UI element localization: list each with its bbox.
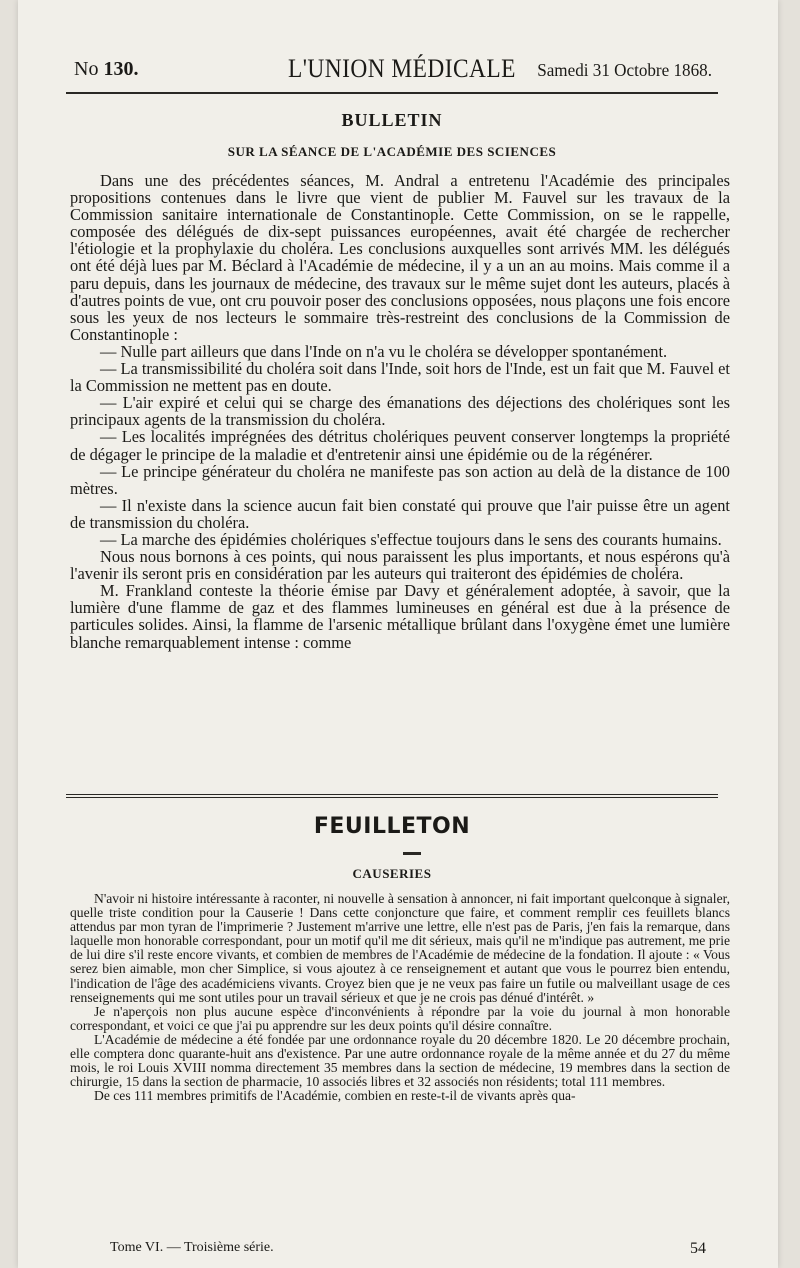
feuilleton-paragraph: L'Académie de médecine a été fondée par une ordonnance royale du 20 décembre 1820. Le 20 décembre prochain, elle comptera donc quarante-huit ans d'existence. Par une autre ordonnance royale de la même année et du 27 du même mois, le roi Louis XVIII nomma directement 35 membres dans la section de médecine, 19 membres dans la section de chirurgie, 15 dans la section de pharmacie, 10 associés libres et 32 associés non résidents; total 111 membres. — [70, 1031, 730, 1090]
bulletin-paragraph: — La marche des épidémies cholériques s'effectue toujours dans le sens des courants humains. — [100, 529, 722, 549]
bulletin-paragraph: Dans une des précédentes séances, M. Andral a entretenu l'Académie des principales propositions contenues dans le livre que vient de publier M. Fauvel sur les travaux de la Commission sanitaire internationale de Constantinople. Cette Commission, on se le rappelle, composée des délégués de dix-sept puissances européennes, avait été chargée de rechercher l'étiologie et la prophylaxie du choléra. Les conclusions auxquelles sont arrivés MM. les délégués ont été déjà lues par M. Béclard à l'Académie de médecine, il y a un an au moins. Mais comme il a paru depuis, dans les journaux de médecine, des travaux sur le même sujet dont les auteurs, placés à d'autres points de vue, ont cru pouvoir poser des conclusions opposées, nous plaçons une fois encore sous les yeux de nos lecteurs le sommaire très-restreint des conclusions de la Commission de Constantinople : — [70, 171, 730, 344]
feuilleton-paragraph: N'avoir ni histoire intéressante à raconter, ni nouvelle à sensation à annoncer, ni fait important quelconque à signaler, quelle triste condition pour la Causerie ! Dans cette conjoncture que faire, et comment remplir ces feuillets blancs attendus par mon tyran de l'imprimerie ? Justement m'arrive une lettre, elle n'est pas de Paris, j'en fais la remarque, dans laquelle mon honorable correspondant, pour un motif qu'il me dit sérieux, mais qu'il ne m'indique pas autrement, me prie de lui dire s'il reste encore vivants, et combien de membres de l'Académie de médecine de la fondation. Il ajoute : « Vous serez bien aimable, mon cher Simplice, si vous ajoutez à ce renseignement et autant que vous le pourrez bien entendu, l'indication de l'âge des académiciens vivants. Croyez bien que je ne veux pas faire un futile ou malveillant usage de ces renseignements qui me sont utiles pour un travail sérieux et que je ne crois pas dénué d'intérêt. » — [70, 891, 730, 1005]
issue-date: Samedi 31 Octobre 1868. — [537, 60, 712, 80]
bulletin-paragraph: — Le principe générateur du choléra ne manifeste pas son action au delà de la distance de 100 mètres. — [70, 461, 730, 498]
newspaper-page — [18, 0, 778, 1268]
bulletin-paragraph: — Il n'existe dans la science aucun fait bien constaté qui prouve que l'air puisse être un agent de transmission du choléra. — [70, 495, 730, 532]
bulletin-paragraph: — La transmissibilité du choléra soit dans l'Inde, soit hors de l'Inde, est un fait que M. Fauvel et la Commission ne mettent pas en doute. — [70, 359, 730, 396]
bulletin-paragraph: — Nulle part ailleurs que dans l'Inde on n'a vu le choléra se développer spontanément. — [100, 341, 668, 361]
feuilleton-rule — [403, 852, 421, 855]
bulletin-paragraph: M. Frankland conteste la théorie émise par Davy et généralement adoptée, à savoir, que la lumière d'une flamme de gaz et des flammes lumineuses en général est due à la présence de particules solides. Ainsi, la flamme de l'arsenic métallique brûlant dans l'oxygène émet une lumière blanche remarquablement intense : comme — [70, 581, 730, 652]
page-number: 54 — [690, 1240, 706, 1257]
feuilleton-body — [70, 892, 730, 1103]
issue-number — [74, 58, 138, 81]
feuilleton-paragraph: Je n'aperçois non plus aucune espèce d'inconvénients à répondre par la voie du journal à mon honorable correspondant, et voici ce que j'ai pu apprendre sur les deux points qu'il désire connaître. — [70, 1003, 730, 1033]
bulletin-title: BULLETIN — [341, 110, 443, 130]
bulletin-paragraph: — L'air expiré et celui qui se charge des émanations des déjections des cholériques sont les principaux agents de la transmission du choléra. — [70, 393, 730, 430]
masthead — [56, 52, 718, 88]
issue-number-value: 130. — [103, 58, 139, 80]
section-divider — [66, 794, 718, 801]
feuilleton-paragraph: De ces 111 membres primitifs de l'Académie, combien en reste-t-il de vivants après qua- — [94, 1088, 576, 1104]
tome-label: Tome VI. — Troisième série. — [110, 1240, 274, 1255]
header-rule — [66, 92, 718, 94]
feuilleton-subtitle: CAUSERIES — [352, 866, 432, 881]
feuilleton-title: FEUILLETON — [313, 814, 471, 839]
bulletin-body — [70, 172, 730, 651]
issue-prefix: No — [74, 58, 99, 80]
bulletin-paragraph: Nous nous bornons à ces points, qui nous paraissent les plus importants, et nous espérons qu'à l'avenir ils seront pris en considération par les auteurs qui traiteront des épidémies de choléra. — [70, 547, 730, 584]
journal-title: L'UNION MÉDICALE — [288, 54, 516, 83]
bulletin-subtitle: SUR LA SÉANCE DE L'ACADÉMIE DES SCIENCES — [227, 144, 557, 159]
bulletin-paragraph: — Les localités imprégnées des détritus cholériques peuvent conserver longtemps la propriété de dégager le principe de la maladie et d'entretenir ainsi une épidémie ou de la régénérer. — [70, 427, 730, 464]
